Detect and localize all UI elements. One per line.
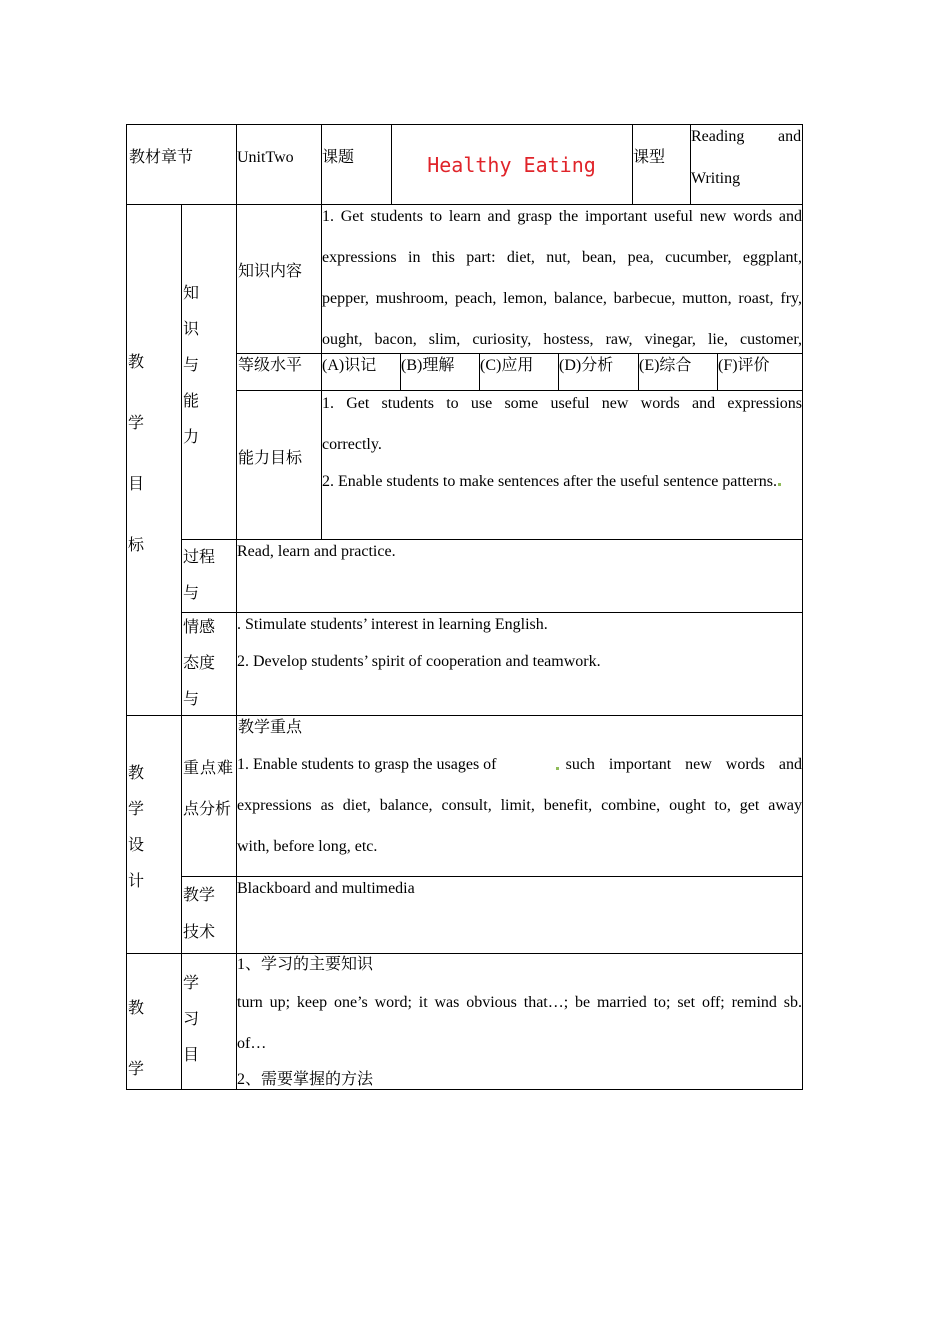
- chapter-value: UnitTwo: [237, 149, 294, 166]
- ability-label: 能力目标: [238, 450, 303, 467]
- type-value-and: and: [778, 128, 802, 145]
- level-b: (B)理解: [401, 357, 455, 374]
- process-text: Read, learn and practice.: [237, 543, 396, 560]
- lesson-plan-page: 教材章节 UnitTwo 课题 Healthy Eating 课型 Reading and Writing 教 学 目 标 知 识 与 能 力 知识内容 1. Get students to learn and grasp the important useful new words and expressions in this part: diet, nut, bean, pea, cucumber, eggplant, pepper, mushroom, peach, lemon, balance, barbecue, mutton, roast, fry, ought, bacon, slim, curiosity, hostess, raw, vinegar, lie, customer, 等级水平 (A)识记 (B)理解 (C)应用 (D)分析 (E)综合 (F)评价 能力目标 1. Get students to use some useful new words and expressions correctly. 2. Enable students to make sentences after the useful sentence patterns. 过程 与 Read, learn and practice. 情感 态度 与 . Stimulate students’ interest in learning English. 2. Develop students’ spirit of cooperation and teamwork. 教 学 设 计 重点难 点分析 教学重点 1. Enable students to grasp the usages of such important new words and expressions as diet, balance, consult, limit, benefit, combine, ought to, get away with, before long, etc. 教学 技术 Blackboard and multimedia 教 学 学 习 目 1、学习的主要知识 turn up; keep one’s word; it was obvious that…; be married to; set off; remind sb. of… 2、需要掌握的方法: [0, 0, 950, 1344]
- level-d: (D)分析: [559, 357, 614, 374]
- key-heading: 教学重点: [238, 719, 303, 736]
- marker-dot: [778, 483, 781, 486]
- type-value-writing: Writing: [691, 170, 741, 187]
- level-e: (E)综合: [639, 357, 692, 374]
- level-a: (A)识记: [322, 357, 377, 374]
- level-f: (F)评价: [718, 357, 770, 374]
- content-label: 知识内容: [238, 263, 303, 280]
- methods-heading: 2、需要掌握的方法: [237, 1071, 374, 1088]
- chapter-label: 教材章节: [129, 149, 194, 166]
- main-knowledge-heading: 1、学习的主要知识: [237, 956, 374, 973]
- type-value-reading: Reading: [691, 128, 745, 145]
- type-label: 课型: [633, 149, 666, 166]
- level-label: 等级水平: [238, 357, 303, 374]
- lesson-title: Healthy Eating: [427, 153, 596, 177]
- marker-dot: [556, 767, 559, 770]
- level-c: (C)应用: [480, 357, 534, 374]
- tech-text: Blackboard and multimedia: [237, 880, 415, 897]
- topic-label: 课题: [322, 149, 355, 166]
